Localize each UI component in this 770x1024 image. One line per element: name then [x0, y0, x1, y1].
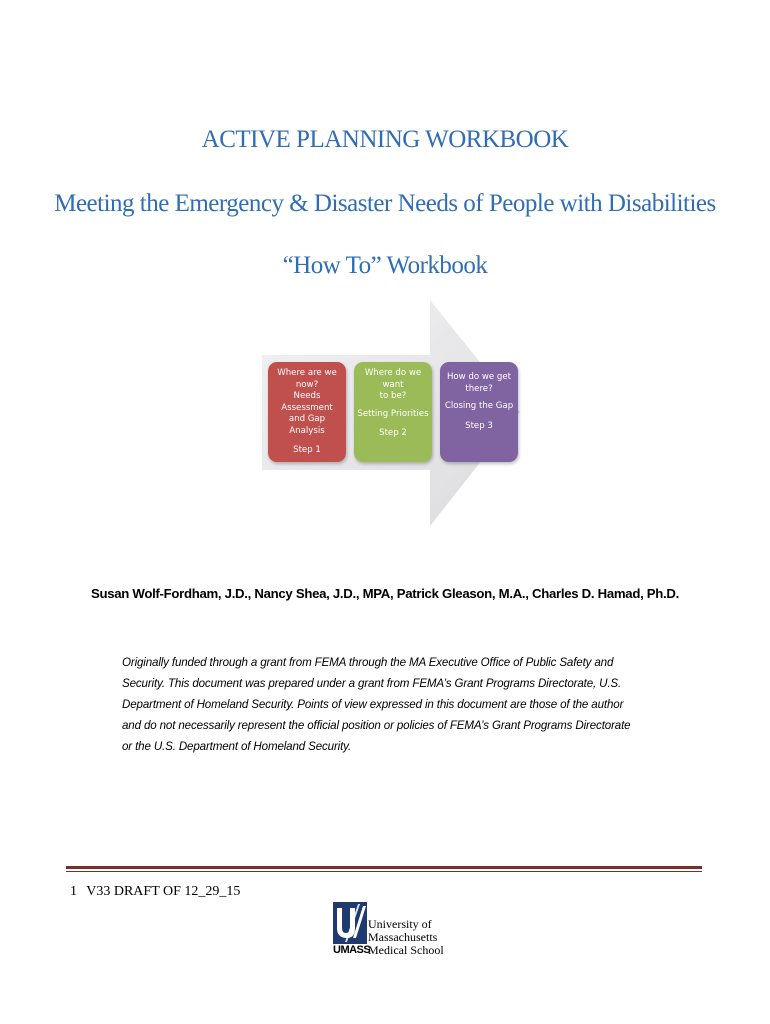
logo-text-massachusetts: Massachusetts	[368, 930, 438, 944]
umass-logo-mark-icon	[333, 902, 367, 944]
footer-rule-thick	[66, 866, 702, 869]
planning-steps-diagram	[262, 300, 522, 530]
step-box-1	[268, 362, 346, 462]
step-1-description-line-2: and Gap Analysis	[288, 414, 326, 436]
document-subtitle: Meeting the Emergency & Disaster Needs of People with Disabilities	[54, 190, 716, 217]
page-number: 1	[70, 884, 77, 899]
step-2-description: Setting Priorities	[357, 408, 429, 419]
step-2-label: Step 2	[379, 428, 407, 438]
document-title: ACTIVE PLANNING WORKBOOK	[201, 126, 569, 153]
document-subtitle-how-to: “How To” Workbook	[282, 252, 488, 279]
step-1-question: Where are we now?	[277, 368, 337, 390]
logo-text-medical-school: Medical School	[368, 943, 444, 957]
funding-line: Department of Homeland Security. Points of view expressed in this document are those of the author	[122, 698, 624, 711]
funding-line: Security. This document was prepared under a grant from FEMA’s Grant Programs Directorate, U.S.	[122, 677, 622, 690]
funding-line: Originally funded through a grant from FEMA through the MA Executive Office of Public Safety and	[122, 656, 614, 669]
umass-medical-school-logo	[333, 902, 443, 960]
step-box-3	[440, 362, 518, 462]
step-box-2	[354, 362, 432, 462]
step-1-label: Step 1	[293, 445, 321, 455]
step-2-question-line-1: Where do we want	[364, 368, 422, 390]
funding-statement	[122, 652, 631, 757]
step-3-question-line-2: there?	[465, 383, 493, 394]
logo-text-university: University of	[368, 917, 432, 931]
footer-rule-thin	[66, 871, 702, 872]
step-2-question-line-2: to be?	[379, 391, 407, 401]
step-3-description: Closing the Gap	[444, 401, 514, 411]
page-footer	[70, 884, 240, 900]
authors-line: Susan Wolf-Fordham, J.D., Nancy Shea, J.D., MPA, Patrick Gleason, M.A., Charles D. Hamad, Ph.D.	[90, 586, 680, 601]
step-3-question-line-1: How do we get	[446, 372, 512, 382]
step-3-label: Step 3	[465, 420, 493, 431]
step-1-description-line-1: Needs Assessment	[281, 391, 333, 413]
funding-line: or the U.S. Department of Homeland Security.	[122, 740, 352, 753]
version-label: V33 DRAFT OF 12_29_15	[86, 884, 241, 899]
funding-line: and do not necessarily represent the official position or policies of FEMA’s Grant Programs Directorate	[122, 719, 631, 732]
logo-text-umass: UMASS	[333, 944, 371, 956]
